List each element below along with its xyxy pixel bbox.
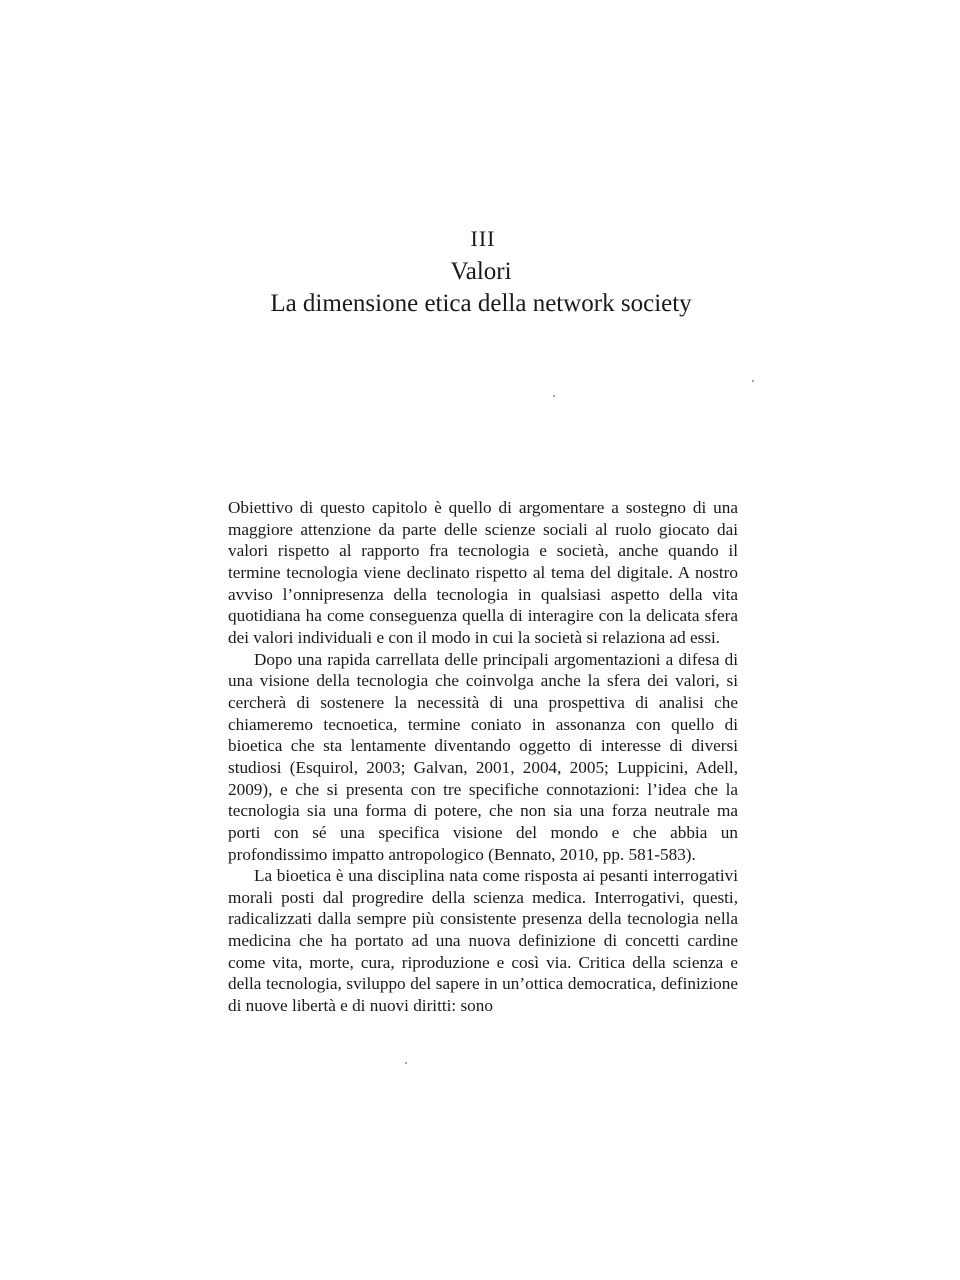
scan-speck — [405, 1062, 407, 1064]
chapter-header — [0, 226, 960, 320]
scan-speck — [553, 395, 555, 397]
paragraph-3: La bioetica è una disciplina nata come risposta ai pesanti interrogativi morali posti dal progredire della scienza medica. Interrogativi, questi, radicalizzati dalla sempre più consistente presenza della tecnologia nella medicina che ha portato ad una nuova definizione di concetti cardine come vita, morte, cura, riproduzione e così via. Critica della scienza e della tecnologia, sviluppo del sapere in un’ottica democratica, definizione di nuove libertà e di nuovi diritti: sono — [228, 866, 738, 1016]
chapter-subtitle: La dimensione etica della network society — [270, 290, 692, 317]
chapter-number: III — [470, 226, 496, 251]
chapter-title: Valori — [450, 258, 512, 285]
paragraph-1: Obiettivo di questo capitolo è quello di argomentare a sostegno di una maggiore attenzione da parte delle scienze sociali al ruolo giocato dai valori rispetto al rapporto fra tecnologia e società, anche quando il termine tecnologia viene declinato rispetto al tema del digitale. A nostro avviso l’onnipresenza della tecnologia in qualsiasi aspetto della vita quotidiana ha come conseguenza quella di interagire con la delicata sfera dei valori individuali e con il modo in cui la società si relaziona ad essi. — [228, 498, 738, 647]
chapter-body — [228, 497, 738, 1017]
paragraph-2: Dopo una rapida carrellata delle principali argomentazioni a difesa di una visione della tecnologia che coinvolga anche la sfera dei valori, si cercherà di sostenere la necessità di una prospettiva di analisi che chiameremo tecnoetica, termine coniato in assonanza con quello di bioetica che sta lentamente diventando oggetto di interesse di diversi studiosi (Esquirol, 2003; Galvan, 2001, 2004, 2005; Luppicini, Adell, 2009), e che si presenta con tre specifiche connotazioni: l’idea che la tecnologia sia una forma di potere, che non sia una forza neutrale ma porti con sé una specifica visione del mondo e che abbia un profondissimo impatto antropologico (Bennato, 2010, pp. 581-583). — [228, 649, 738, 864]
scan-speck — [752, 380, 754, 382]
